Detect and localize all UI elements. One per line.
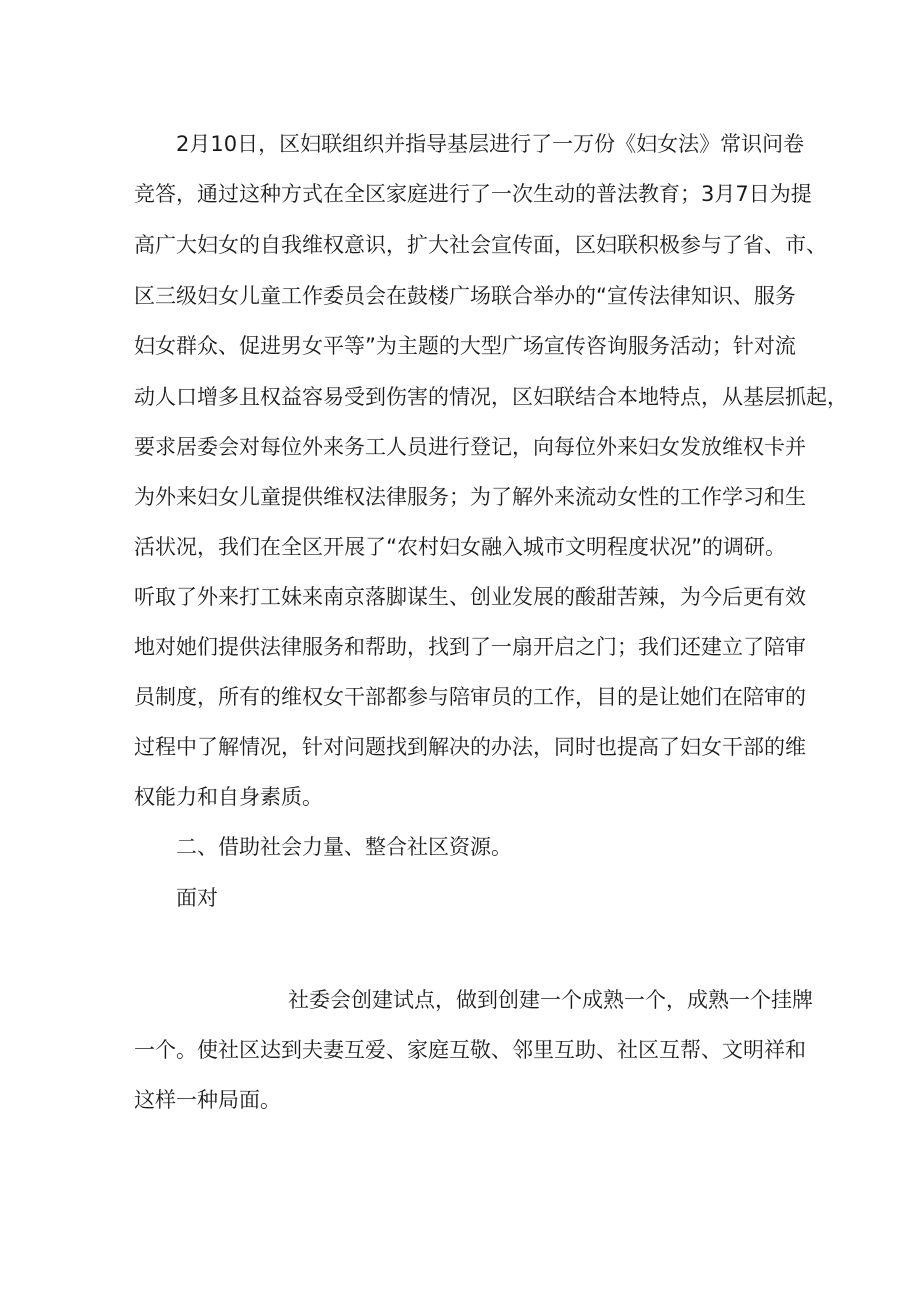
paragraph1-line: 区三级妇女儿童工作委员会在鼓楼广场联合举办的“宣传法律知识、服务 <box>134 284 796 308</box>
paragraph1-line: 高广大妇女的自我维权意识，扩大社会宣传面，区妇联积极参与了省、市、 <box>134 233 827 257</box>
paragraph1-line: 2月10日，区妇联组织并指导基层进行了一万份《妇女法》常识问卷 <box>176 132 805 156</box>
paragraph1-line: 听取了外来打工妹来南京落脚谋生、创业发展的酸甜苦辣，为今后更有效 <box>134 585 806 609</box>
paragraph1-line: 员制度，所有的维权女干部都参与陪审员的工作，目的是让她们在陪审的 <box>134 685 806 709</box>
paragraph2-line: 社委会创建试点，做到创建一个成熟一个，成熟一个挂牌 <box>288 988 813 1012</box>
paragraph2-line: 一个。使社区达到夫妻互爱、家庭互敬、邻里互助、社区互帮、文明祥和 <box>134 1038 806 1062</box>
paragraph1-line: 活状况，我们在全区开展了“农村妇女融入城市文明程度状况”的调研。 <box>134 535 786 559</box>
paragraph1-line: 妇女群众、促进男女平等”为主题的大型广场宣传咨询服务活动；针对流 <box>134 334 796 358</box>
section-heading: 二、借助社会力量、整合社区资源。 <box>176 835 512 859</box>
paragraph1-line: 要求居委会对每位外来务工人员进行登记，向每位外来妇女发放维权卡并 <box>134 435 806 459</box>
paragraph1-line: 权能力和自身素质。 <box>134 785 323 809</box>
paragraph1-line: 竞答，通过这种方式在全区家庭进行了一次生动的普法教育；3月7日为提 <box>134 182 812 206</box>
paragraph2-line: 这样一种局面。 <box>134 1088 281 1112</box>
text-fragment: 面对 <box>176 886 218 910</box>
paragraph1-line: 过程中了解情况，针对问题找到解决的办法，同时也提高了妇女干部的维 <box>134 735 806 759</box>
paragraph1-line: 动人口增多且权益容易受到伤害的情况，区妇联结合本地特点，从基层抓起， <box>134 385 848 409</box>
paragraph1-line: 为外来妇女儿童提供维权法律服务；为了解外来流动女性的工作学习和生 <box>134 485 806 509</box>
paragraph1-line: 地对她们提供法律服务和帮助，找到了一扇开启之门；我们还建立了陪审 <box>134 635 806 659</box>
